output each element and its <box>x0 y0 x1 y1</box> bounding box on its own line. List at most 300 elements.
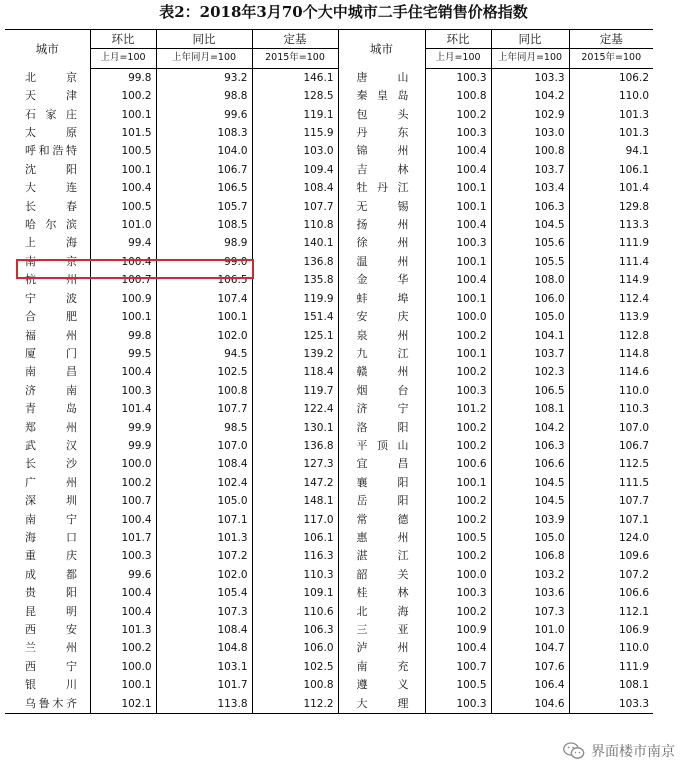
city-cell <box>5 658 90 676</box>
city-cell <box>338 68 425 87</box>
fixed-value-cell: 113.3 <box>569 216 653 234</box>
fixed-value-cell: 108.4 <box>252 179 338 197</box>
yoy-value-cell: 104.5 <box>491 492 569 510</box>
yoy-value-cell: 98.8 <box>156 87 252 105</box>
yoy-value-cell: 100.1 <box>156 308 252 326</box>
fixed-value-cell: 109.4 <box>252 161 338 179</box>
yoy-value-cell: 103.7 <box>491 345 569 363</box>
mom-value-cell: 100.1 <box>90 106 156 124</box>
city-cell <box>338 658 425 676</box>
city-cell <box>338 363 425 381</box>
city-cell <box>5 363 90 381</box>
yoy-value-cell: 99.6 <box>156 106 252 124</box>
mom-value-cell: 100.4 <box>90 584 156 602</box>
subheader-yoy-left: 上年同月=100 <box>156 49 252 68</box>
city-name: 石家庄 <box>25 107 77 121</box>
yoy-value-cell: 94.5 <box>156 345 252 363</box>
yoy-value-cell: 100.8 <box>491 142 569 160</box>
mom-value-cell: 100.1 <box>90 308 156 326</box>
fixed-value-cell: 107.7 <box>252 198 338 216</box>
city-name: 南昌 <box>25 365 77 379</box>
city-name: 西安 <box>25 623 77 636</box>
city-cell <box>5 308 90 326</box>
mom-value-cell: 99.6 <box>90 566 156 584</box>
yoy-value-cell: 101.7 <box>156 676 252 694</box>
city-cell <box>338 695 425 714</box>
table-row <box>5 437 653 455</box>
mom-value-cell: 100.7 <box>90 271 156 289</box>
yoy-value-cell: 105.4 <box>156 584 252 602</box>
mom-value-cell: 100.4 <box>425 216 491 234</box>
mom-value-cell: 100.1 <box>90 676 156 694</box>
city-cell <box>5 419 90 437</box>
fixed-value-cell: 111.9 <box>569 658 653 676</box>
mom-value-cell: 100.8 <box>425 87 491 105</box>
fixed-value-cell: 107.1 <box>569 511 653 529</box>
mom-value-cell: 100.2 <box>90 639 156 657</box>
city-cell <box>5 547 90 565</box>
mom-value-cell: 99.5 <box>90 345 156 363</box>
table-row <box>5 419 653 437</box>
table-row <box>5 234 653 252</box>
mom-value-cell: 100.0 <box>90 455 156 473</box>
fixed-value-cell: 128.5 <box>252 87 338 105</box>
mom-value-cell: 100.7 <box>90 492 156 510</box>
mom-value-cell: 100.2 <box>425 106 491 124</box>
fixed-value-cell: 106.1 <box>569 161 653 179</box>
city-name: 蚌埠 <box>356 291 409 305</box>
yoy-value-cell: 98.9 <box>156 234 252 252</box>
fixed-value-cell: 116.3 <box>252 547 338 565</box>
city-name: 合肥 <box>25 310 77 324</box>
fixed-value-cell: 135.8 <box>252 271 338 289</box>
city-name: 金华 <box>356 273 409 287</box>
city-cell <box>5 639 90 657</box>
city-name: 安庆 <box>356 310 409 324</box>
city-name: 锦州 <box>356 144 409 158</box>
yoy-value-cell: 102.0 <box>156 566 252 584</box>
mom-value-cell: 100.2 <box>425 327 491 345</box>
fixed-value-cell: 94.1 <box>569 142 653 160</box>
yoy-value-cell: 102.4 <box>156 474 252 492</box>
mom-value-cell: 100.3 <box>425 695 491 714</box>
subheader-mom-left: 上月=100 <box>90 49 156 68</box>
mom-value-cell: 100.4 <box>90 603 156 621</box>
fixed-value-cell: 122.4 <box>252 400 338 418</box>
city-name: 桂林 <box>356 586 409 600</box>
table-row <box>5 142 653 160</box>
yoy-value-cell: 100.8 <box>156 382 252 400</box>
yoy-value-cell: 99.0 <box>156 253 252 271</box>
fixed-value-cell: 148.1 <box>252 492 338 510</box>
fixed-value-cell: 109.6 <box>569 547 653 565</box>
fixed-value-cell: 103.0 <box>252 142 338 160</box>
city-name: 深圳 <box>25 494 77 508</box>
mom-value-cell: 100.4 <box>425 639 491 657</box>
table-row <box>5 511 653 529</box>
mom-value-cell: 100.3 <box>425 234 491 252</box>
mom-value-cell: 100.4 <box>425 271 491 289</box>
table-row <box>5 124 653 142</box>
city-cell <box>338 639 425 657</box>
mom-value-cell: 100.3 <box>90 547 156 565</box>
city-name: 烟台 <box>356 383 409 397</box>
fixed-value-cell: 110.8 <box>252 216 338 234</box>
highlight-box-nanjing <box>16 259 254 279</box>
city-cell <box>5 161 90 179</box>
header-mom-left: 环比 <box>90 30 156 49</box>
city-name: 赣州 <box>356 365 409 379</box>
city-name: 北京 <box>25 70 77 84</box>
yoy-value-cell: 101.3 <box>156 529 252 547</box>
yoy-value-cell: 102.3 <box>491 363 569 381</box>
mom-value-cell: 100.2 <box>425 419 491 437</box>
city-name: 济宁 <box>356 402 409 416</box>
yoy-value-cell: 106.5 <box>491 382 569 400</box>
yoy-value-cell: 105.7 <box>156 198 252 216</box>
city-cell <box>338 547 425 565</box>
mom-value-cell: 100.6 <box>425 455 491 473</box>
yoy-value-cell: 103.4 <box>491 179 569 197</box>
fixed-value-cell: 110.3 <box>569 400 653 418</box>
city-cell <box>5 529 90 547</box>
city-name: 武汉 <box>25 438 77 452</box>
fixed-value-cell: 102.5 <box>252 658 338 676</box>
mom-value-cell: 100.3 <box>425 584 491 602</box>
yoy-value-cell: 108.3 <box>156 124 252 142</box>
yoy-value-cell: 107.3 <box>156 603 252 621</box>
city-name: 南充 <box>356 659 409 673</box>
table-row <box>5 179 653 197</box>
fixed-value-cell: 111.9 <box>569 234 653 252</box>
mom-value-cell: 100.2 <box>425 603 491 621</box>
yoy-value-cell: 105.0 <box>491 529 569 547</box>
city-name: 襄阳 <box>356 475 409 489</box>
table-row <box>5 198 653 216</box>
fixed-value-cell: 110.6 <box>252 603 338 621</box>
mom-value-cell: 100.4 <box>90 511 156 529</box>
city-name: 宜昌 <box>356 457 409 471</box>
city-cell <box>338 382 425 400</box>
city-cell <box>338 290 425 308</box>
mom-value-cell: 100.1 <box>90 161 156 179</box>
header-yoy-right: 同比 <box>491 30 569 49</box>
fixed-value-cell: 125.1 <box>252 327 338 345</box>
yoy-value-cell: 103.2 <box>491 566 569 584</box>
fixed-value-cell: 110.0 <box>569 382 653 400</box>
table-row <box>5 547 653 565</box>
city-name: 惠州 <box>356 530 409 544</box>
city-name: 贵阳 <box>25 586 77 600</box>
mom-value-cell: 100.0 <box>425 308 491 326</box>
yoy-value-cell: 105.5 <box>491 253 569 271</box>
city-name: 南京 <box>25 254 77 268</box>
yoy-value-cell: 106.0 <box>491 290 569 308</box>
yoy-value-cell: 106.6 <box>491 455 569 473</box>
city-name: 重庆 <box>25 549 77 563</box>
city-cell <box>338 419 425 437</box>
table-title: 表2：2018年3月70个大中城市二手住宅销售价格指数 <box>159 3 528 21</box>
yoy-value-cell: 102.0 <box>156 327 252 345</box>
fixed-value-cell: 107.0 <box>569 419 653 437</box>
city-cell <box>5 68 90 87</box>
watermark <box>563 739 675 763</box>
fixed-value-cell: 119.9 <box>252 290 338 308</box>
fixed-value-cell: 112.4 <box>569 290 653 308</box>
city-cell <box>5 290 90 308</box>
mom-value-cell: 100.4 <box>90 179 156 197</box>
table-row <box>5 106 653 124</box>
subheader-mom-right: 上月=100 <box>425 49 491 68</box>
city-cell <box>338 161 425 179</box>
fixed-value-cell: 106.0 <box>252 639 338 657</box>
yoy-value-cell: 105.0 <box>491 308 569 326</box>
table-row <box>5 676 653 694</box>
table-row <box>5 363 653 381</box>
fixed-value-cell: 112.1 <box>569 603 653 621</box>
header-city-right: 城市 <box>338 30 425 69</box>
city-name: 青岛 <box>25 402 77 416</box>
table-row <box>5 455 653 473</box>
city-cell <box>338 676 425 694</box>
city-cell <box>5 621 90 639</box>
fixed-value-cell: 119.1 <box>252 106 338 124</box>
yoy-value-cell: 104.5 <box>491 216 569 234</box>
city-name: 银川 <box>25 678 77 692</box>
fixed-value-cell: 114.9 <box>569 271 653 289</box>
fixed-value-cell: 106.3 <box>252 621 338 639</box>
city-name: 南宁 <box>25 512 77 526</box>
mom-value-cell: 100.2 <box>425 492 491 510</box>
yoy-value-cell: 108.4 <box>156 455 252 473</box>
table-row <box>5 382 653 400</box>
mom-value-cell: 100.5 <box>425 529 491 547</box>
fixed-value-cell: 146.1 <box>252 68 338 87</box>
city-name: 温州 <box>356 254 409 268</box>
mom-value-cell: 100.5 <box>90 198 156 216</box>
yoy-value-cell: 107.3 <box>491 603 569 621</box>
mom-value-cell: 100.9 <box>425 621 491 639</box>
yoy-value-cell: 113.8 <box>156 695 252 714</box>
city-name: 九江 <box>356 346 409 360</box>
city-name: 吉林 <box>356 162 409 176</box>
mom-value-cell: 101.2 <box>425 400 491 418</box>
mom-value-cell: 99.8 <box>90 68 156 87</box>
table-row <box>5 492 653 510</box>
mom-value-cell: 100.2 <box>90 87 156 105</box>
header-mom-right: 环比 <box>425 30 491 49</box>
fixed-value-cell: 108.1 <box>569 676 653 694</box>
mom-value-cell: 100.1 <box>425 198 491 216</box>
fixed-value-cell: 136.8 <box>252 253 338 271</box>
fixed-value-cell: 151.4 <box>252 308 338 326</box>
city-name: 海口 <box>25 530 77 544</box>
yoy-value-cell: 102.9 <box>491 106 569 124</box>
table-row <box>5 308 653 326</box>
city-name: 北海 <box>356 604 409 618</box>
city-cell <box>5 382 90 400</box>
city-cell <box>338 198 425 216</box>
subheader-yoy-right: 上年同月=100 <box>491 49 569 68</box>
city-cell <box>5 603 90 621</box>
yoy-value-cell: 107.2 <box>156 547 252 565</box>
city-cell <box>5 566 90 584</box>
mom-value-cell: 100.2 <box>425 437 491 455</box>
city-cell <box>5 695 90 714</box>
city-name: 包头 <box>356 107 409 121</box>
city-name: 泉州 <box>356 328 409 342</box>
fixed-value-cell: 107.7 <box>569 492 653 510</box>
city-name: 厦门 <box>25 346 77 360</box>
city-cell <box>338 142 425 160</box>
yoy-value-cell: 106.5 <box>156 271 252 289</box>
city-cell <box>5 106 90 124</box>
yoy-value-cell: 107.4 <box>156 290 252 308</box>
table-row <box>5 474 653 492</box>
yoy-value-cell: 103.9 <box>491 511 569 529</box>
mom-value-cell: 100.5 <box>425 676 491 694</box>
fixed-value-cell: 113.9 <box>569 308 653 326</box>
yoy-value-cell: 103.3 <box>491 68 569 87</box>
yoy-value-cell: 103.1 <box>156 658 252 676</box>
city-name: 太原 <box>25 126 77 140</box>
yoy-value-cell: 108.4 <box>156 621 252 639</box>
city-name: 宁波 <box>25 291 77 305</box>
city-cell <box>338 345 425 363</box>
mom-value-cell: 100.2 <box>425 547 491 565</box>
yoy-value-cell: 108.0 <box>491 271 569 289</box>
city-cell <box>338 437 425 455</box>
fixed-value-cell: 112.2 <box>252 695 338 714</box>
table-row <box>5 290 653 308</box>
yoy-value-cell: 101.0 <box>491 621 569 639</box>
city-cell <box>5 327 90 345</box>
fixed-value-cell: 107.2 <box>569 566 653 584</box>
fixed-value-cell: 111.4 <box>569 253 653 271</box>
table-row <box>5 400 653 418</box>
mom-value-cell: 100.4 <box>90 253 156 271</box>
city-name: 上海 <box>25 236 77 250</box>
city-name: 泸州 <box>356 641 409 655</box>
yoy-value-cell: 104.5 <box>491 474 569 492</box>
yoy-value-cell: 106.8 <box>491 547 569 565</box>
mom-value-cell: 99.4 <box>90 234 156 252</box>
city-cell <box>338 308 425 326</box>
yoy-value-cell: 104.7 <box>491 639 569 657</box>
fixed-value-cell: 127.3 <box>252 455 338 473</box>
table-row <box>5 658 653 676</box>
city-cell <box>338 87 425 105</box>
yoy-value-cell: 106.4 <box>491 676 569 694</box>
city-name: 兰州 <box>25 641 77 655</box>
yoy-value-cell: 108.5 <box>156 216 252 234</box>
city-name: 岳阳 <box>356 494 409 508</box>
yoy-value-cell: 107.7 <box>156 400 252 418</box>
city-cell <box>338 327 425 345</box>
mom-value-cell: 100.1 <box>425 474 491 492</box>
yoy-value-cell: 104.8 <box>156 639 252 657</box>
fixed-value-cell: 106.7 <box>569 437 653 455</box>
yoy-value-cell: 102.5 <box>156 363 252 381</box>
city-name: 牡丹江 <box>356 181 409 195</box>
price-index-table <box>5 29 653 714</box>
yoy-value-cell: 107.1 <box>156 511 252 529</box>
city-name: 乌鲁木齐 <box>25 696 77 710</box>
mom-value-cell: 100.4 <box>90 363 156 381</box>
mom-value-cell: 101.4 <box>90 400 156 418</box>
city-cell <box>338 124 425 142</box>
yoy-value-cell: 104.2 <box>491 87 569 105</box>
city-cell <box>338 584 425 602</box>
city-cell <box>338 511 425 529</box>
fixed-value-cell: 129.8 <box>569 198 653 216</box>
city-cell <box>338 474 425 492</box>
city-cell <box>5 345 90 363</box>
fixed-value-cell: 114.6 <box>569 363 653 381</box>
city-name: 无锡 <box>356 199 409 213</box>
table-row <box>5 603 653 621</box>
fixed-value-cell: 110.0 <box>569 87 653 105</box>
yoy-value-cell: 98.5 <box>156 419 252 437</box>
city-name: 韶关 <box>356 567 409 581</box>
wechat-icon <box>563 742 585 760</box>
mom-value-cell: 99.9 <box>90 437 156 455</box>
city-name: 大连 <box>25 181 77 195</box>
city-cell <box>5 676 90 694</box>
header-yoy-left: 同比 <box>156 30 252 49</box>
yoy-value-cell: 104.6 <box>491 695 569 714</box>
mom-value-cell: 99.8 <box>90 327 156 345</box>
mom-value-cell: 100.4 <box>425 142 491 160</box>
fixed-value-cell: 111.5 <box>569 474 653 492</box>
city-cell <box>338 492 425 510</box>
table-row <box>5 695 653 714</box>
table-row <box>5 216 653 234</box>
subheader-fixed-right: 2015年=100 <box>569 49 653 68</box>
city-cell <box>338 179 425 197</box>
table-row <box>5 161 653 179</box>
mom-value-cell: 100.0 <box>90 658 156 676</box>
yoy-value-cell: 108.1 <box>491 400 569 418</box>
city-cell <box>338 106 425 124</box>
mom-value-cell: 101.0 <box>90 216 156 234</box>
fixed-value-cell: 101.3 <box>569 106 653 124</box>
city-name: 西宁 <box>25 659 77 673</box>
city-cell <box>5 437 90 455</box>
city-cell <box>338 566 425 584</box>
fixed-value-cell: 100.8 <box>252 676 338 694</box>
table-row <box>5 87 653 105</box>
city-cell <box>5 124 90 142</box>
fixed-value-cell: 106.9 <box>569 621 653 639</box>
mom-value-cell: 100.3 <box>425 124 491 142</box>
mom-value-cell: 100.3 <box>425 68 491 87</box>
fixed-value-cell: 117.0 <box>252 511 338 529</box>
fixed-value-cell: 110.0 <box>569 639 653 657</box>
mom-value-cell: 100.0 <box>425 566 491 584</box>
city-cell <box>338 603 425 621</box>
city-cell <box>338 400 425 418</box>
mom-value-cell: 100.2 <box>90 474 156 492</box>
fixed-value-cell: 106.6 <box>569 584 653 602</box>
city-name: 长春 <box>25 199 77 213</box>
city-cell <box>5 216 90 234</box>
fixed-value-cell: 118.4 <box>252 363 338 381</box>
table-row <box>5 566 653 584</box>
fixed-value-cell: 101.4 <box>569 179 653 197</box>
table-row <box>5 68 653 87</box>
mom-value-cell: 101.7 <box>90 529 156 547</box>
